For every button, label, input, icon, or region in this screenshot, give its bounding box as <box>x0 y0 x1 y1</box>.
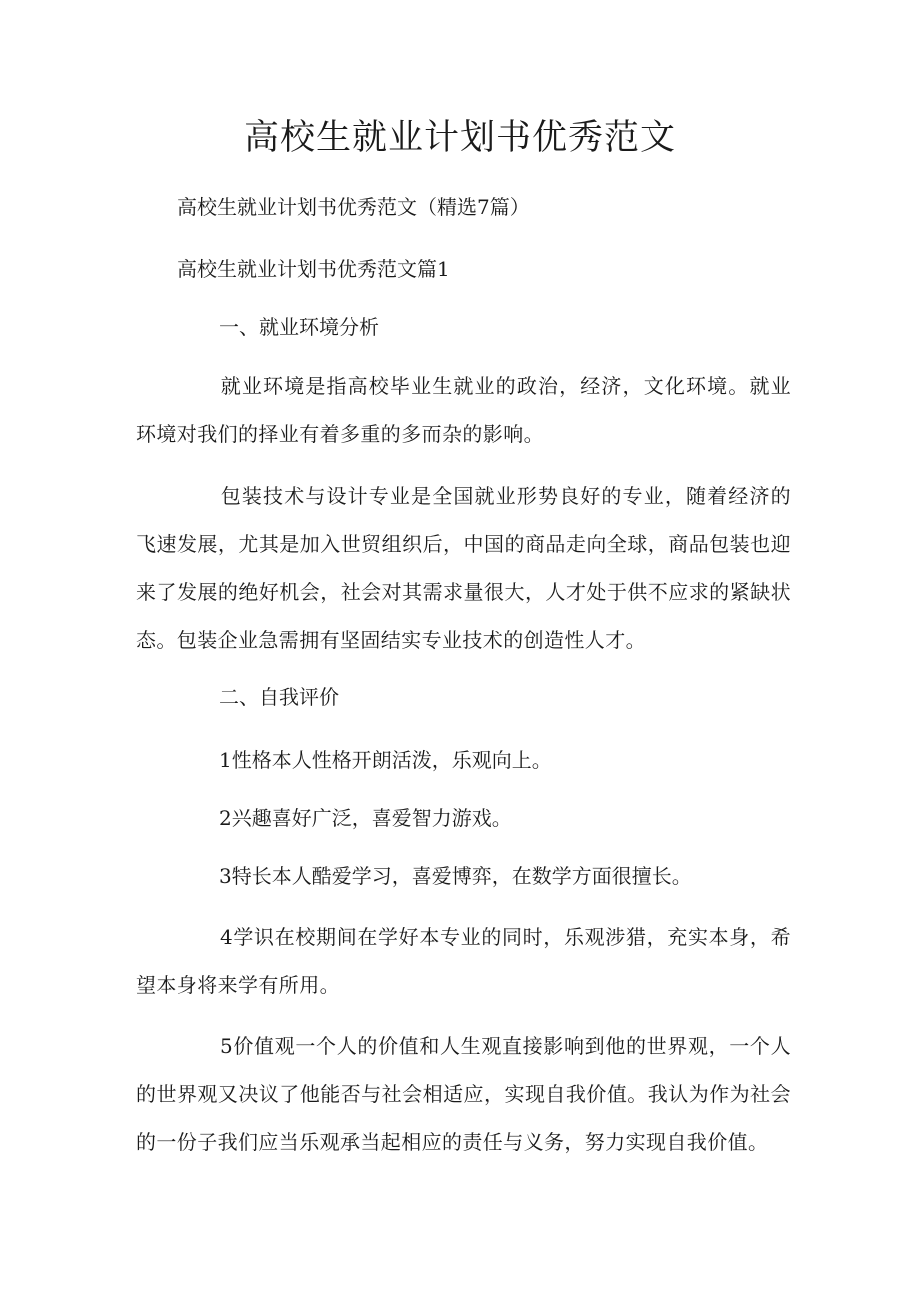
list-item-personality: 1性格本人性格开朗活泼，乐观向上。 <box>219 748 552 772</box>
article-heading: 高校生就业计划书优秀范文篇1 <box>177 257 450 281</box>
document-title: 高校生就业计划书优秀范文 <box>243 118 676 158</box>
document-subtitle: 高校生就业计划书优秀范文（精选7篇） <box>177 195 530 219</box>
section-heading-self-evaluation: 二、自我评价 <box>219 685 339 709</box>
list-item-knowledge: 4学识在校期间在学好本专业的同时，乐观涉猎，充实本身，希望本身将来学有所用。 <box>136 925 791 997</box>
section-heading-environment: 一、就业环境分析 <box>219 315 379 339</box>
paragraph-environment-definition: 就业环境是指高校毕业生就业的政治，经济，文化环境。就业环境对我们的择业有着多重的多而杂的影响。 <box>136 374 791 446</box>
list-item-strengths: 3特长本人酷爱学习，喜爱博弈，在数学方面很擅长。 <box>219 864 692 888</box>
list-item-interests: 2兴趣喜好广泛，喜爱智力游戏。 <box>219 806 512 830</box>
list-item-values: 5价值观一个人的价值和人生观直接影响到他的世界观，一个人的世界观又决议了他能否与社会相适应，实现自我价值。我认为作为社会的一份子我们应当乐观承当起相应的责任与义务，努力实现自我价值。 <box>136 1034 791 1154</box>
paragraph-packaging-major: 包装技术与设计专业是全国就业形势良好的专业，随着经济的飞速发展，尤其是加入世贸组织后，中国的商品走向全球，商品包装也迎来了发展的绝好机会，社会对其需求量很大，人才处于供不应求的紧缺状态。包装企业急需拥有坚固结实专业技术的创造性人才。 <box>136 484 791 652</box>
